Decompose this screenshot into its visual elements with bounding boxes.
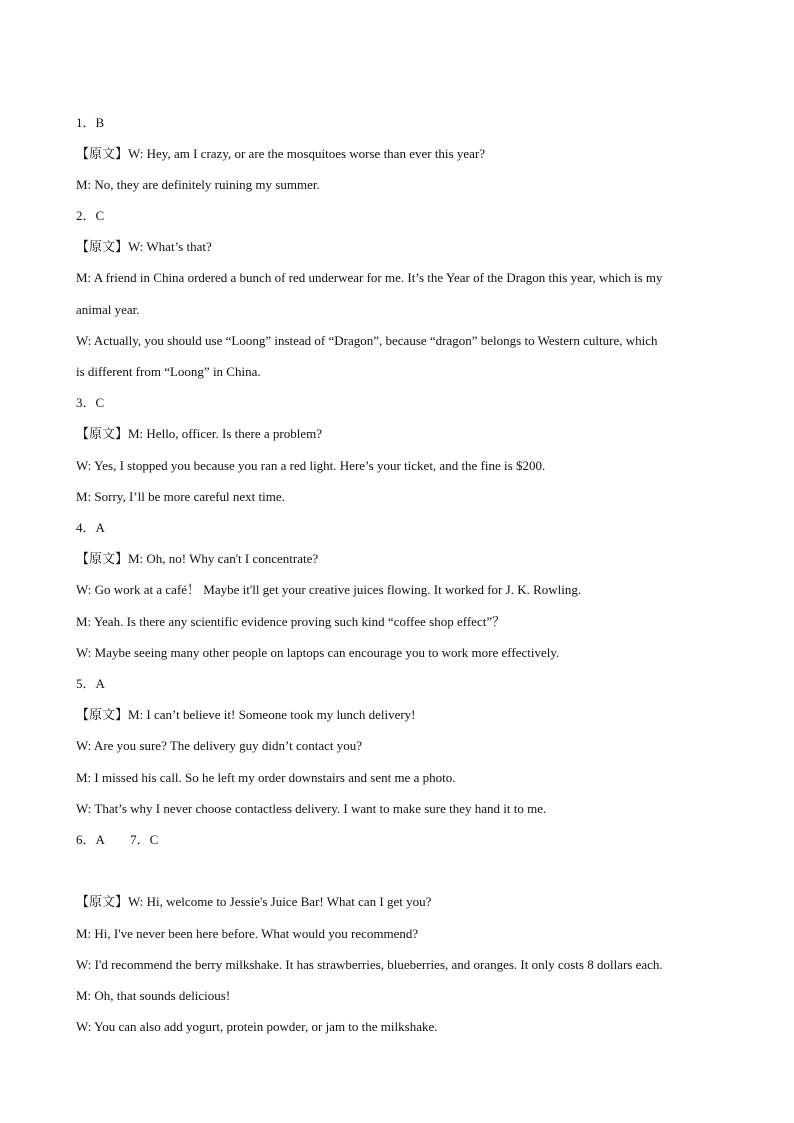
transcript-line: M: A friend in China ordered a bunch of red underwear for me. It’s the Year of the Dragon this year, which is my bbox=[76, 270, 663, 285]
answer-line-5: 5．A bbox=[76, 676, 105, 691]
transcript-line: M: Yeah. Is there any scientific evidence proving such kind “coffee shop effect”？ bbox=[76, 614, 506, 629]
transcript-line: M: Oh, that sounds delicious! bbox=[76, 988, 231, 1003]
transcript-line: 【原文】M: Hello, officer. Is there a problem? bbox=[76, 426, 322, 441]
transcript-line: W: Yes, I stopped you because you ran a red light. Here’s your ticket, and the fine is $200. bbox=[76, 458, 546, 473]
transcript-line: M: Sorry, I’ll be more careful next time. bbox=[76, 489, 285, 504]
transcript-line: W: Go work at a café！ Maybe it'll get your creative juices flowing. It worked for J. K. Rowling. bbox=[76, 582, 582, 597]
answer-line-3: 3．C bbox=[76, 395, 105, 410]
answer-line-4: 4．A bbox=[76, 520, 105, 535]
answer-line-2: 2．C bbox=[76, 208, 105, 223]
transcript-line: animal year. bbox=[76, 302, 140, 317]
transcript-line: M: Hi, I've never been here before. What would you recommend? bbox=[76, 926, 419, 941]
transcript-line: 【原文】M: I can’t believe it! Someone took my lunch delivery! bbox=[76, 707, 416, 722]
transcript-line: M: No, they are definitely ruining my summer. bbox=[76, 177, 320, 192]
transcript-line: W: Maybe seeing many other people on laptops can encourage you to work more effectively. bbox=[76, 645, 560, 660]
transcript-line: 【原文】W: Hey, am I crazy, or are the mosquitoes worse than ever this year? bbox=[76, 146, 485, 161]
transcript-line: 【原文】M: Oh, no! Why can't I concentrate? bbox=[76, 551, 319, 566]
answer-line-1: 1．B bbox=[76, 115, 105, 130]
transcript-line: W: Are you sure? The delivery guy didn’t contact you? bbox=[76, 738, 363, 753]
transcript-line: W: That’s why I never choose contactless delivery. I want to make sure they hand it to me. bbox=[76, 801, 547, 816]
answer-line-6-7: 6．A 7．C bbox=[76, 832, 159, 847]
transcript-line: W: You can also add yogurt, protein powder, or jam to the milkshake. bbox=[76, 1019, 438, 1034]
transcript-line: 【原文】W: Hi, welcome to Jessie's Juice Bar! What can I get you? bbox=[76, 894, 432, 909]
transcript-line: M: I missed his call. So he left my order downstairs and sent me a photo. bbox=[76, 770, 456, 785]
transcript-line: W: Actually, you should use “Loong” instead of “Dragon”, because “dragon” belongs to Western culture, which bbox=[76, 333, 658, 348]
transcript-line: W: I'd recommend the berry milkshake. It has strawberries, blueberries, and oranges. It only costs 8 dollars each. bbox=[76, 957, 663, 972]
transcript-line: is different from “Loong” in China. bbox=[76, 364, 261, 379]
transcript-line: 【原文】W: What’s that? bbox=[76, 239, 212, 254]
